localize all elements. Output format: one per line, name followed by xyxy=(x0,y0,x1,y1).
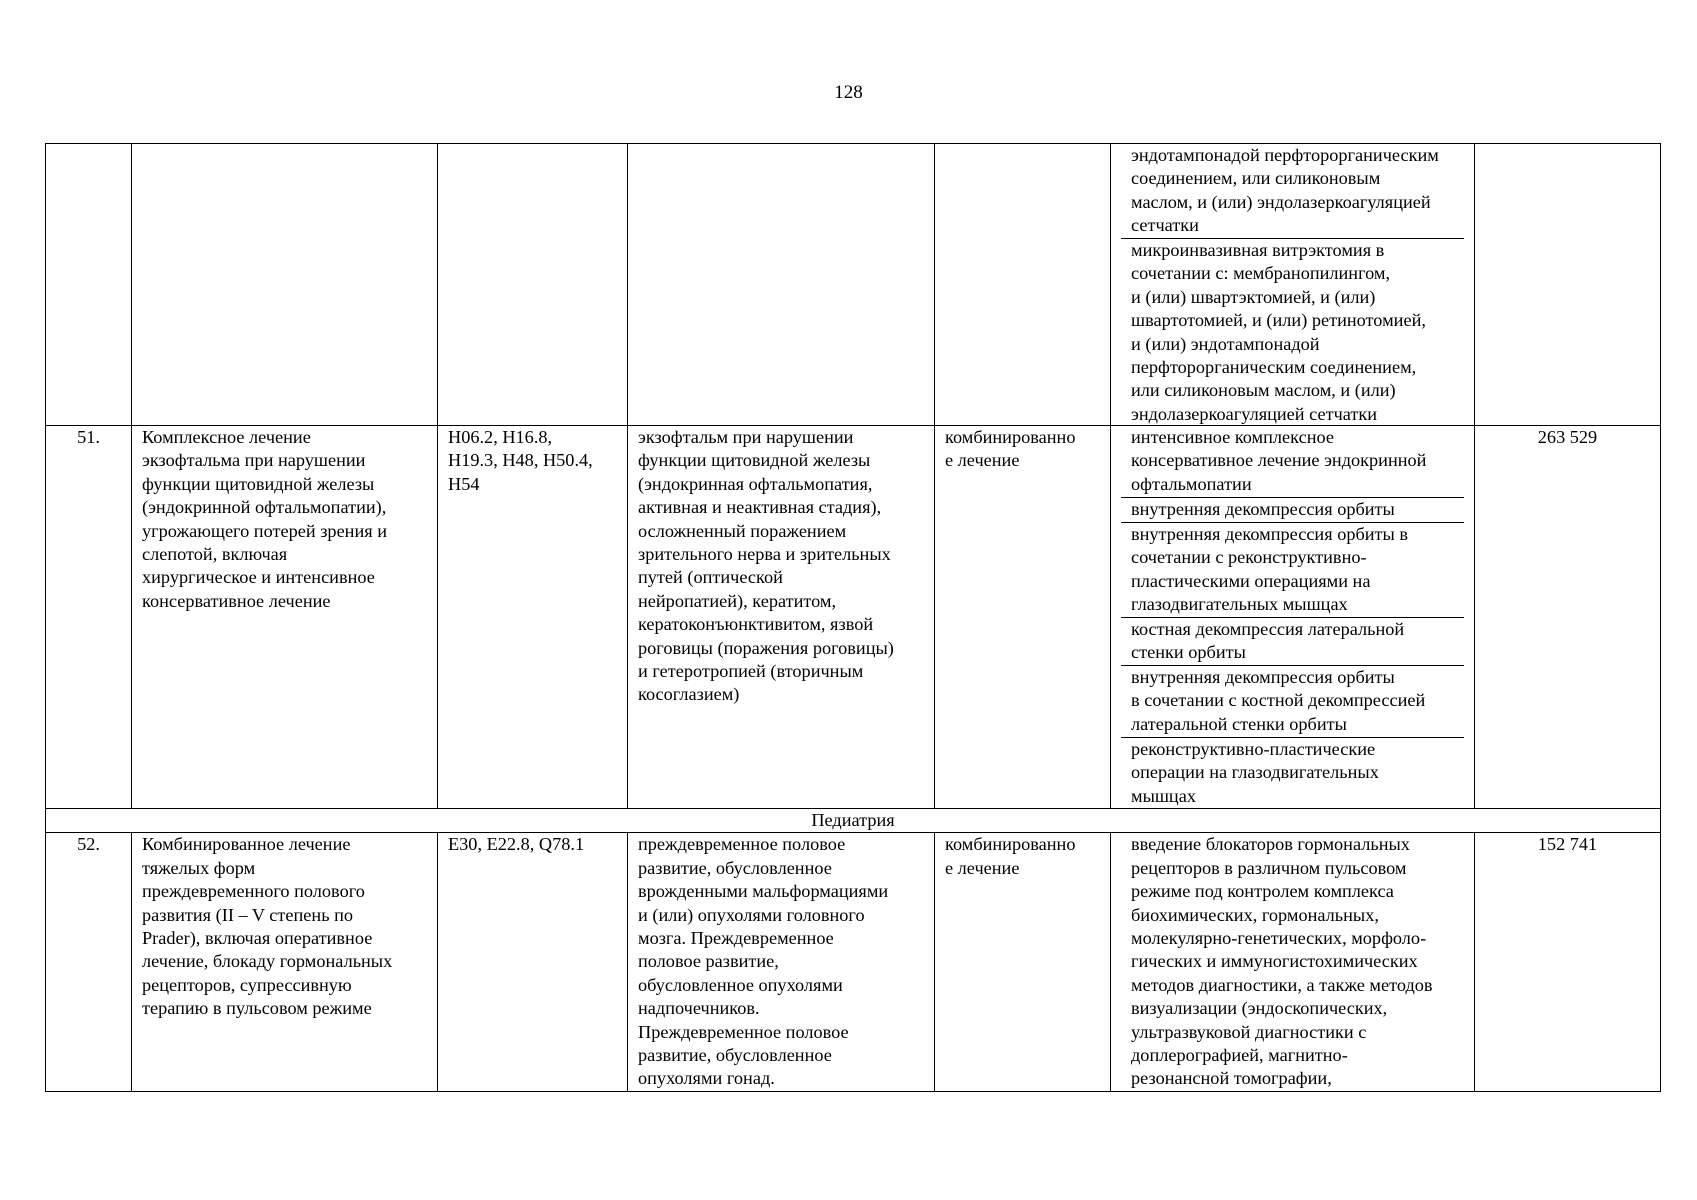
method-item: внутренняя декомпрессия орбиты в сочетании с реконструктивно- пластическими операциями на глазодвигательных мышцах xyxy=(1121,522,1464,617)
page-number: 128 xyxy=(834,82,863,103)
cell-name: Комплексное лечение экзофтальма при нарушении функции щитовидной железы (эндокринной офтальмопатии), угрожающего потерей зрения и слепотой, включая хирургическое и интенсивное консервативное лечение xyxy=(132,426,438,809)
cell-treatment-type: комбинированно е лечение xyxy=(935,833,1111,1091)
cell-cost: 263 529 xyxy=(1475,426,1661,809)
cell-name xyxy=(132,144,438,426)
section-title: Педиатрия xyxy=(46,809,1661,833)
section-row xyxy=(46,809,1661,833)
cell-cost xyxy=(1475,144,1661,426)
cell-name: Комбинированное лечение тяжелых форм преждевременного полового развития (II – V степень по Prader), включая оперативное лечение, блокаду гормональных рецепторов, супрессивную терапию в пульсовом режиме xyxy=(132,833,438,1091)
table-row-52 xyxy=(46,833,1661,1091)
cell-methods xyxy=(1111,426,1475,809)
cell-codes: E30, E22.8, Q78.1 xyxy=(438,833,628,1091)
table-row-continuation xyxy=(46,144,1661,426)
cell-number xyxy=(46,144,132,426)
method-item: внутренняя декомпрессия орбиты в сочетании с костной декомпрессией латеральной стенки орбиты xyxy=(1121,665,1464,737)
method-item: реконструктивно-пластические операции на глазодвигательных мышцах xyxy=(1121,737,1464,808)
cell-codes: H06.2, H16.8, H19.3, H48, H50.4, H54 xyxy=(438,426,628,809)
cell-model: преждевременное половое развитие, обусловленное врожденными мальформациями и (или) опухолями головного мозга. Преждевременное половое развитие, обусловленное опухолями надпочечников. Преждевременное половое развитие, обусловленное опухолями гонад. xyxy=(628,833,935,1091)
cell-number: 52. xyxy=(46,833,132,1091)
cell-number: 51. xyxy=(46,426,132,809)
cell-model: экзофтальм при нарушении функции щитовидной железы (эндокринная офтальмопатия, активная и неактивная стадия), осложненный поражением зрительного нерва и зрительных путей (оптической нейропатией), кератитом, кератоконъюнктивитом, язвой роговицы (поражения роговицы) и гетеротропией (вторичным косоглазием) xyxy=(628,426,935,809)
cell-treatment-type xyxy=(935,144,1111,426)
method-item: костная декомпрессия латеральной стенки орбиты xyxy=(1121,617,1464,665)
method-item: интенсивное комплексное консервативное лечение эндокринной офтальмопатии xyxy=(1131,427,1427,494)
cell-model xyxy=(628,144,935,426)
table-row-51 xyxy=(46,426,1661,809)
cell-methods xyxy=(1111,833,1475,1091)
method-item: микроинвазивная витрэктомия в сочетании с: мембранопилингом, и (или) швартэктомией, и (или) швартотомией, и (или) ретинотомией, и (или) эндотампонадой перфторорганическим соединением, или силиконовым маслом, и (или) эндолазеркоагуляцией сетчатки xyxy=(1121,238,1464,425)
cell-methods xyxy=(1111,144,1475,426)
cell-codes xyxy=(438,144,628,426)
cell-treatment-type: комбинированно е лечение xyxy=(935,426,1111,809)
method-item: эндотампонадой перфторорганическим соединением, или силиконовым маслом, и (или) эндолазеркоагуляцией сетчатки xyxy=(1131,145,1439,236)
care-methods-table xyxy=(45,143,1661,1092)
method-item: внутренняя декомпрессия орбиты xyxy=(1121,497,1464,522)
cell-cost: 152 741 xyxy=(1475,833,1661,1091)
method-item: введение блокаторов гормональных рецепторов в различном пульсовом режиме под контролем комплекса биохимических, гормональных, молекулярно-генетических, морфоло- гических и иммуногистохимических методов диагностики, а также методов визуализации (эндоскопических, ультразвуковой диагностики с доплерографией, магнитно- резонансной томографии, xyxy=(1131,834,1433,1089)
